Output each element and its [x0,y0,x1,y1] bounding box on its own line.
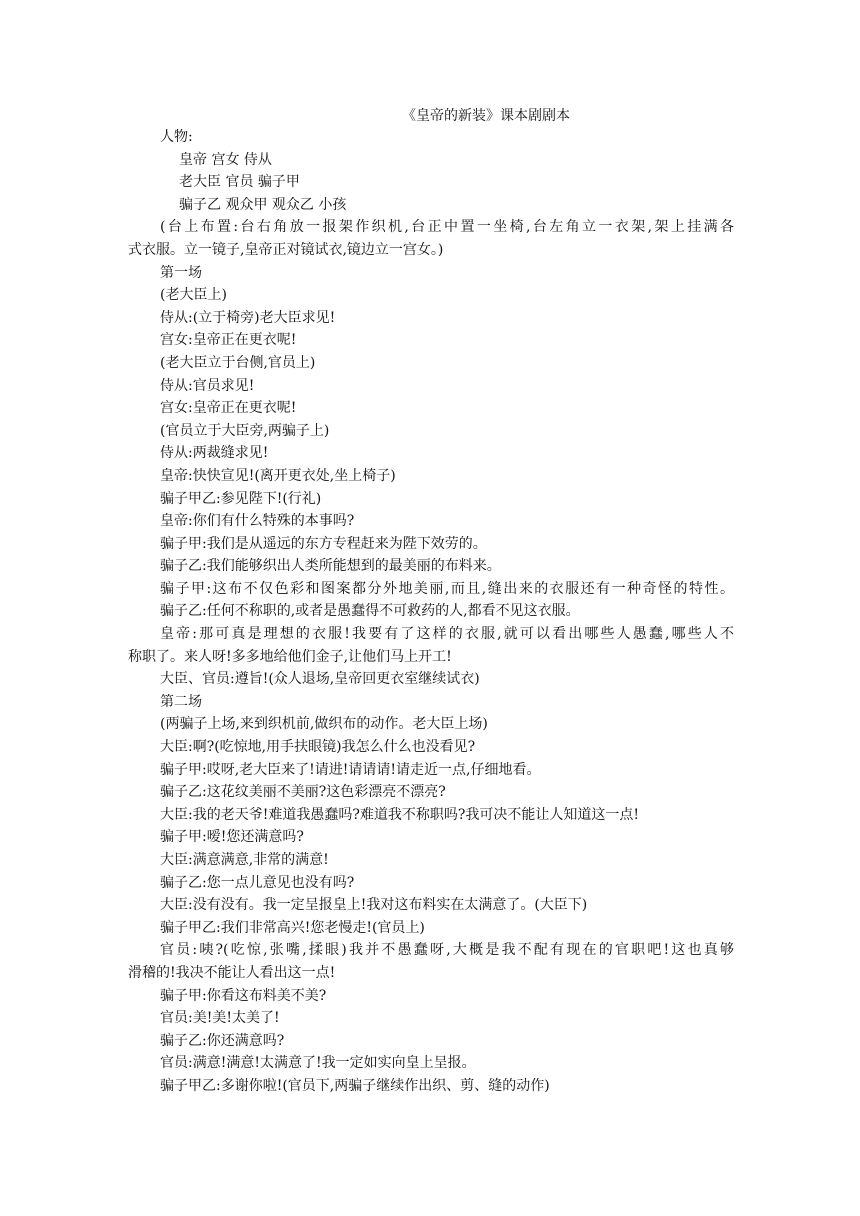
script-line: 侍从:官员求见! [160,377,255,394]
script-line: (台上布置:台右角放一报架作织机,台正中置一坐椅,台左角立一衣架,架上挂满各 [160,219,734,236]
script-line: 侍从:两裁缝求见! [160,445,269,462]
script-line: 大臣:啊?(吃惊地,用手扶眼镜)我怎么什么也没看见? [160,739,476,756]
script-line: (官员立于大臣旁,两骗子上) [160,422,330,439]
script-line: 骗子乙:这花纹美丽不美丽?这色彩漂亮不漂亮? [160,784,446,801]
script-line: 大臣、官员:遵旨!(众人退场,皇帝回更衣室继续试衣) [160,671,480,688]
script-line: 骗子甲乙:多谢你啦!(官员下,两骗子继续作出织、剪、缝的动作) [160,1077,550,1094]
script-line: 骗子乙:我们能够织出人类所能想到的最美丽的布料来。 [160,558,501,575]
script-line: 大臣:没有没有。我一定呈报皇上!我对这布料实在太满意了。(大臣下) [160,897,588,914]
script-line: 骗子甲:你看这布料美不美? [160,987,327,1004]
script-line: 第二场 [160,693,202,710]
script-line: 滑稽的!我决不能让人看出这一点! [128,964,336,981]
script-line: 骗子甲:我们是从遥远的东方专程赶来为陛下效劳的。 [160,535,487,552]
script-line: 骗子乙:任何不称职的,或者是愚蠢得不可救药的人,都看不见这衣服。 [160,603,580,620]
script-line: 式衣服。立一镜子,皇帝正对镜试衣,镜边立一宫女。) [128,241,444,258]
document-title [0,106,860,126]
script-line: (老大臣上) [160,287,227,304]
script-body [128,126,734,1098]
script-line: 官员:美!美!太美了! [160,1010,280,1027]
script-line: 皇帝:快快宣见!(离开更衣处,坐上椅子) [160,467,396,484]
script-line: 骗子甲乙:我们非常高兴!您老慢走!(官员上) [160,919,425,936]
script-line: 宫女:皇帝正在更衣呢! [160,400,297,417]
script-line: 侍从:(立于椅旁)老大臣求见! [160,309,336,326]
script-line: 第一场 [160,264,202,281]
script-line: 官员:满意!满意!太满意了!我一定如实向皇上呈报。 [160,1055,476,1072]
script-line: 皇帝:那可真是理想的衣服!我要有了这样的衣服,就可以看出哪些人愚蠢,哪些人不 [160,626,734,643]
script-line: 大臣:满意满意,非常的满意! [160,852,329,868]
script-line: 大臣:我的老天爷!难道我愚蠢吗?难道我不称职吗?我可决不能让人知道这一点! [160,806,639,823]
script-line: 骗子乙 观众甲 观众乙 小孩 [179,196,347,213]
script-line: 骗子甲:哎呀,老大臣来了!请进!请请请!请走近一点,仔细地看。 [160,761,541,778]
script-line: 皇帝 宫女 侍从 [179,151,272,168]
script-line: 皇帝:你们有什么特殊的本事吗? [160,513,355,530]
script-line: 骗子乙:你还满意吗? [160,1032,285,1049]
script-line: (两骗子上场,来到织机前,做织布的动作。老大臣上场) [160,716,488,733]
script-line: 人物: [160,129,193,145]
script-line: 称职了。来人呀!多多地给他们金子,让他们马上开工! [128,648,452,665]
title-text: 《皇帝的新装》课本剧剧本 [402,108,570,124]
script-line: 骗子甲:这布不仅色彩和图案都分外地美丽,而且,缝出来的衣服还有一种奇怪的特性。 [160,580,734,597]
script-line: 骗子甲乙:参见陛下!(行礼) [160,490,322,507]
script-line: 老大臣 官员 骗子甲 [179,174,300,191]
script-line: 骗子乙:您一点儿意见也没有吗? [160,874,355,891]
script-line: (老大臣立于台侧,官员上) [160,354,316,371]
script-line: 骗子甲:嗳!您还满意吗? [160,829,304,846]
script-line: 宫女:皇帝正在更衣呢! [160,332,297,349]
script-line: 官员:咦?(吃惊,张嘴,揉眼)我并不愚蠢呀,大概是我不配有现在的官职吧!这也真够 [160,942,734,959]
